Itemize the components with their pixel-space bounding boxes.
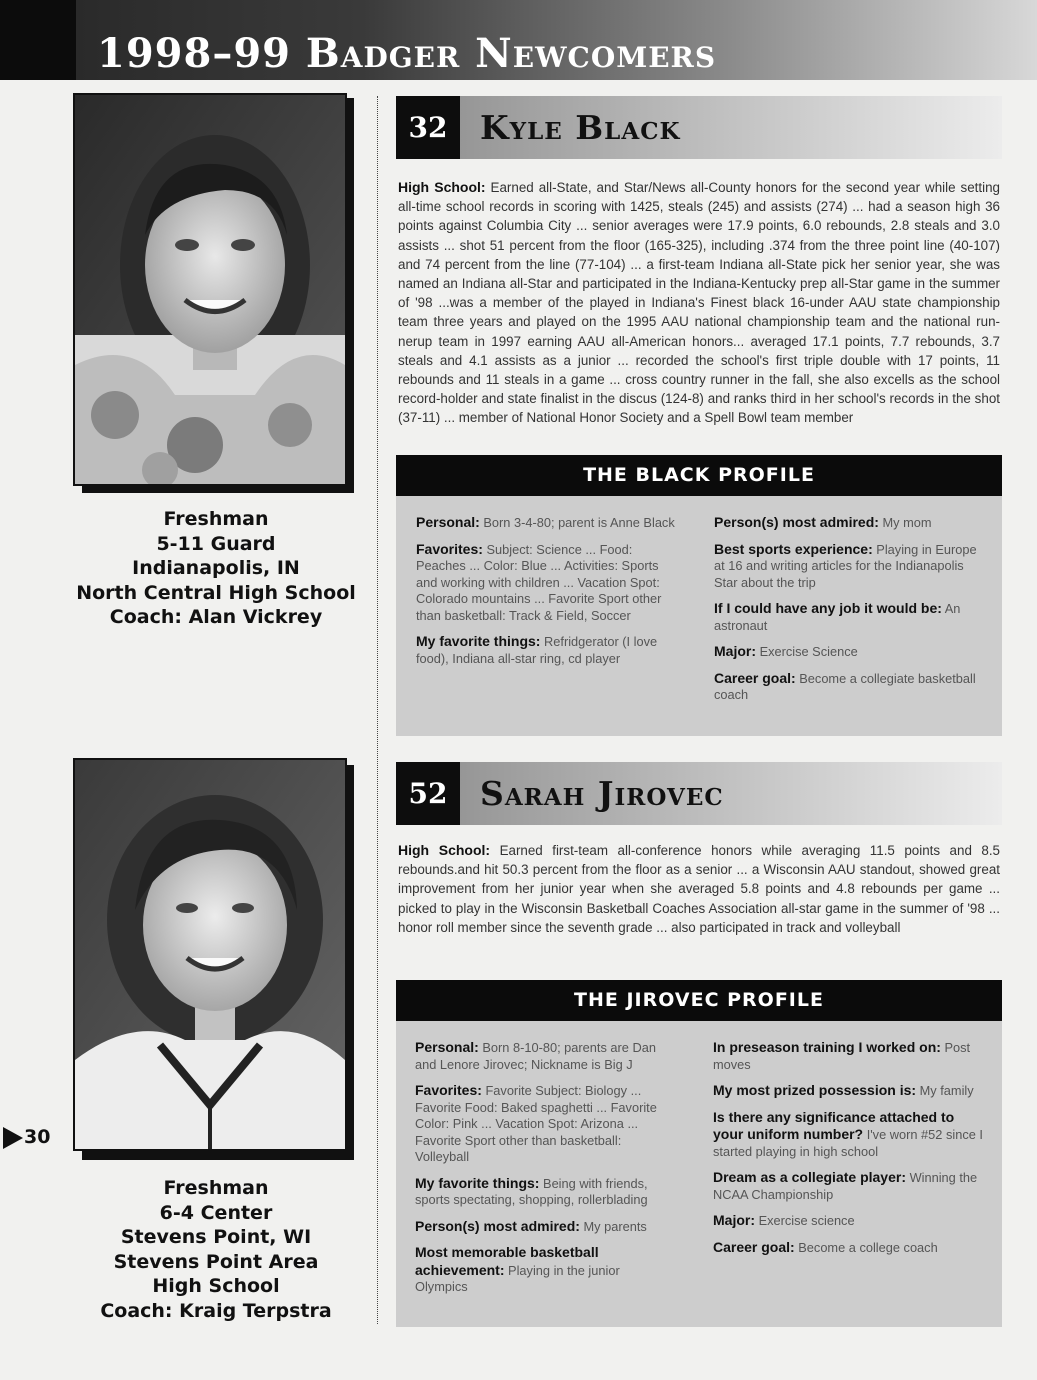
caption-line: Stevens Point Area bbox=[113, 1250, 319, 1273]
profile-value: Born 8-10-80; parents are Dan and Lenore Jirovec; Nickname is Big J bbox=[415, 1040, 656, 1072]
profile-title-black: THE BLACK PROFILE bbox=[396, 455, 1002, 496]
portrait-image bbox=[75, 95, 345, 484]
profile-key: My favorite things: bbox=[415, 1174, 540, 1191]
profile-item bbox=[416, 514, 681, 532]
caption-line: 6-4 Center bbox=[159, 1201, 273, 1224]
name-bar-jirovec bbox=[396, 762, 1002, 825]
profile-item bbox=[713, 1169, 985, 1203]
profile-value: An astronaut bbox=[714, 601, 961, 633]
profile-item bbox=[713, 1039, 985, 1073]
profile-key: Personal: bbox=[415, 1039, 479, 1055]
profile-key: Career goal: bbox=[714, 669, 796, 686]
profile-item bbox=[714, 670, 984, 704]
profile-value: Being with friends, sports spectating, shopping, rollerblading bbox=[415, 1175, 648, 1207]
caption-line: Stevens Point, WI bbox=[120, 1226, 312, 1248]
player-caption-jirovec bbox=[66, 1176, 366, 1323]
bio-label: High School: bbox=[398, 179, 486, 195]
caption-line: Coach: Kraig Terpstra bbox=[100, 1299, 332, 1322]
profile-value: Playing in Europe at 16 and writing articles for the Indianapolis Star about the trip bbox=[714, 541, 977, 590]
profile-item bbox=[416, 633, 681, 667]
profile-item bbox=[714, 541, 984, 592]
caption-line: Freshman bbox=[163, 508, 269, 530]
portrait-image bbox=[75, 760, 345, 1149]
profile-key: Most memorable basketball achievement: bbox=[415, 1244, 599, 1278]
player-name: Kyle Black bbox=[480, 108, 681, 147]
profile-item bbox=[714, 514, 984, 532]
caption-line: Freshman bbox=[163, 1177, 269, 1199]
profile-item bbox=[713, 1109, 985, 1161]
profile-value: Subject: Science ... Food: Peaches ... Color: Blue ... Activities: Sports and working with children ... Vacation Spot: Colorado mountains ... Favorite Sport other than basketball: Track & Field, Soccer bbox=[416, 541, 662, 623]
profile-title-jirovec: THE JIROVEC PROFILE bbox=[396, 980, 1002, 1021]
page-number bbox=[3, 1126, 50, 1149]
profile-key: My favorite things: bbox=[416, 633, 541, 649]
bio-text: Earned all-State, and Star/News all-County honors for the second year while setting all-time school records in scoring with 1425, steals (245) and assists (274) ... had a season high 36 points against Columbia City ... senior averages were 17.9 points, 6.0 rebounds, 2.8 steals and 3.0 assists ... shot 51 percent from the floor (165-325), including .374 from the three point line (40-107) and 74 percent from the line (77-104) ... a first-team Indiana all-State pick her senior year, she was named an Indiana all-Star and participated in the Indiana-Kentucky prep all-Star game in the summer of '98 ...was a member of the played in Indiana's Finest black 16-under AAU state championship team three years and played on the 1995 AAU national championship team and the national run-nerup team in 1997 earning AAU all-American honors... averaged 17.1 points, 7.7 rebounds, 3.7 steals and 4.1 assists as a junior ... recorded the school's first triple double with 17 points, 11 rebounds and 11 steals in a game ... cross country runner in the fall, she also excells as the school record-holder and state finalist in the discus (124-8) and ranks third in her school's records in the shot (37-11) ... member of National Honor Society and a Spell Bowl team member bbox=[398, 180, 1000, 426]
profile-item bbox=[415, 1039, 673, 1073]
profile-key: In preseason training I worked on: bbox=[713, 1039, 941, 1055]
profile-left-column bbox=[416, 514, 681, 676]
header-edge bbox=[0, 0, 76, 80]
page-title: 1998–99 Badger Newcomers bbox=[97, 30, 717, 77]
profile-item bbox=[714, 643, 984, 661]
profile-box-black bbox=[396, 496, 1002, 736]
profile-value: My mom bbox=[882, 515, 932, 530]
profile-key: Major: bbox=[714, 643, 756, 659]
profile-value: Exercise Science bbox=[759, 644, 858, 659]
profile-key: Person(s) most admired: bbox=[415, 1217, 580, 1234]
jersey-number: 52 bbox=[396, 762, 460, 825]
profile-key: Major: bbox=[713, 1212, 755, 1228]
name-bar-black bbox=[396, 96, 1002, 159]
profile-item bbox=[415, 1218, 673, 1236]
profile-value: My parents bbox=[583, 1218, 647, 1234]
caption-line: North Central High School bbox=[76, 581, 356, 604]
caption-line: High School bbox=[152, 1275, 280, 1297]
arrow-right-icon bbox=[3, 1127, 23, 1149]
profile-item bbox=[713, 1082, 985, 1100]
player-photo-jirovec bbox=[73, 758, 347, 1151]
profile-value: Born 3-4-80; parent is Anne Black bbox=[483, 515, 675, 530]
profile-value: Winning the NCAA Championship bbox=[713, 1170, 978, 1202]
page-number-text: 30 bbox=[24, 1126, 51, 1148]
caption-line: Indianapolis, IN bbox=[132, 557, 300, 579]
caption-line: Coach: Alan Vickrey bbox=[109, 606, 323, 628]
profile-item bbox=[713, 1212, 985, 1230]
profile-key: Best sports experience: bbox=[714, 540, 873, 557]
profile-right-column bbox=[714, 514, 984, 713]
profile-key: Dream as a collegiate player: bbox=[713, 1169, 906, 1185]
caption-line: 5-11 Guard bbox=[156, 532, 276, 555]
profile-key: Is there any significance attached to your uniform number? bbox=[713, 1108, 955, 1142]
profile-item bbox=[415, 1244, 673, 1296]
profile-value: Playing in the junior Olympics bbox=[415, 1262, 620, 1294]
profile-left-column bbox=[415, 1039, 673, 1305]
bio-label: High School: bbox=[398, 842, 491, 858]
profile-item bbox=[415, 1082, 673, 1166]
profile-item bbox=[416, 541, 681, 625]
header-bar bbox=[0, 0, 1037, 80]
profile-value: Refridgerator (I love food), Indiana all-star ring, cd player bbox=[416, 634, 658, 666]
profile-value: Post moves bbox=[713, 1040, 971, 1072]
profile-right-column bbox=[713, 1039, 985, 1265]
profile-value: Favorite Subject: Biology ... Favorite Food: Baked spaghetti ... Favorite Color: Pink ... Vacation Spot: Arizona ... Favorite Sport other than basketball: Volleyball bbox=[415, 1083, 657, 1164]
profile-item bbox=[415, 1175, 673, 1209]
profile-value: Exercise science bbox=[758, 1213, 855, 1228]
profile-box-jirovec bbox=[396, 1021, 1002, 1327]
bio-black bbox=[398, 178, 1000, 428]
player-photo-black bbox=[73, 93, 347, 486]
jersey-number: 32 bbox=[396, 96, 460, 159]
profile-key: Favorites: bbox=[416, 540, 483, 557]
profile-key: If I could have any job it would be: bbox=[714, 600, 942, 616]
profile-item bbox=[713, 1239, 985, 1257]
profile-key: Person(s) most admired: bbox=[714, 514, 879, 530]
profile-key: Favorites: bbox=[415, 1082, 482, 1098]
profile-key: Career goal: bbox=[713, 1238, 795, 1255]
player-caption-black bbox=[66, 507, 366, 630]
bio-text: Earned first-team all-conference honors while averaging 11.5 points and 8.5 rebounds.and hit 50.3 percent from the floor as a senior ... a Wisconsin AAU standout, showed great improvement from her junior year when she averaged 5.8 points and 4.8 rebounds per game ... picked to play in the Wisconsin Basketball Coaches Association all-star game in the summer of '98 ... honor roll member since the seventh grade ... also participated in track and volleyball bbox=[398, 843, 1000, 935]
profile-key: My most prized possession is: bbox=[713, 1082, 917, 1098]
profile-key: Personal: bbox=[416, 514, 480, 530]
profile-value: Become a collegiate basketball coach bbox=[714, 670, 976, 702]
profile-value: My family bbox=[919, 1083, 974, 1098]
profile-value: Become a college coach bbox=[798, 1239, 938, 1255]
column-divider bbox=[377, 96, 378, 1324]
profile-item bbox=[714, 600, 984, 634]
profile-value: I've worn #52 since I started playing in high school bbox=[713, 1127, 983, 1159]
player-name: Sarah Jirovec bbox=[480, 774, 724, 813]
bio-jirovec bbox=[398, 841, 1000, 937]
